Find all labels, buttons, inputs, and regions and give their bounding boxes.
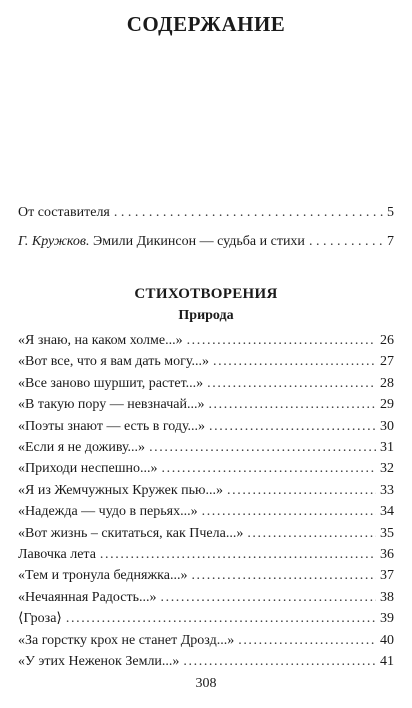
toc-leader-dots xyxy=(309,233,383,251)
toc-entry-page: 40 xyxy=(380,632,394,648)
toc-entry[interactable] xyxy=(18,589,394,607)
toc-entry-page: 38 xyxy=(380,589,394,605)
toc-entry[interactable] xyxy=(18,418,394,436)
toc-entry[interactable] xyxy=(18,525,394,543)
toc-entry-title: От составителя xyxy=(18,205,110,220)
section-title: СТИХОТВОРЕНИЯ xyxy=(134,286,278,302)
toc-leader-dots xyxy=(149,439,376,457)
page-title: СОДЕРЖАНИЕ xyxy=(126,12,286,36)
toc-entry-title: «Поэты знают — есть в году...» xyxy=(18,418,206,434)
toc-entry[interactable] xyxy=(18,503,394,521)
toc-entry-page: 34 xyxy=(380,504,394,520)
toc-entry[interactable] xyxy=(18,375,394,393)
toc-leader-dots xyxy=(247,525,376,543)
toc-entry-page: 26 xyxy=(380,333,394,348)
toc-entry-title: «Все заново шуршит, растет...» xyxy=(18,375,204,391)
subsection-title: Природа xyxy=(178,308,234,323)
toc-entry-title: «Вот все, что я вам дать могу...» xyxy=(18,354,209,370)
toc-entry-page: 32 xyxy=(380,461,394,477)
toc-entry-page: 39 xyxy=(380,611,394,627)
toc-entry[interactable] xyxy=(18,460,394,478)
toc-entry-page: 36 xyxy=(380,547,394,562)
toc-entry-page: 37 xyxy=(380,568,394,584)
toc-entry-page: 27 xyxy=(380,354,394,370)
toc-leader-dots xyxy=(238,632,376,650)
toc-entry[interactable] xyxy=(18,439,394,457)
toc-entry-title: «За горстку крох не станет Дрозд...» xyxy=(18,632,235,648)
toc-entry-title: «Нечаянная Радость...» xyxy=(18,589,157,605)
toc-entry-title: ⟨Гроза⟩ xyxy=(18,611,62,627)
toc-entry-title: «В такую пору — невзначай...» xyxy=(18,397,205,413)
toc-entry[interactable] xyxy=(18,567,394,585)
toc-leader-dots xyxy=(114,204,383,222)
toc-leader-dots xyxy=(191,567,376,585)
toc-entry-title: «У этих Неженок Земли...» xyxy=(18,654,180,669)
toc-entry-front-2[interactable] xyxy=(18,233,394,251)
toc-entry-page: 33 xyxy=(380,482,394,498)
toc-entry-title: Г. Кружков. Эмили Дикинсон — судьба и стихи xyxy=(18,234,305,249)
toc-entry-page: 28 xyxy=(380,375,394,391)
toc-entry-front-1[interactable] xyxy=(18,204,394,222)
toc-leader-dots xyxy=(183,653,376,671)
toc-entry-page: 31 xyxy=(380,440,394,455)
toc-entry-page: 5 xyxy=(387,205,394,220)
toc-entry[interactable] xyxy=(18,396,394,414)
toc-entry[interactable] xyxy=(18,353,394,371)
toc-leader-dots xyxy=(202,503,376,521)
toc-entry[interactable] xyxy=(18,482,394,500)
toc-entry-title: «Надежда — чудо в перьях...» xyxy=(18,504,198,520)
toc-leader-dots xyxy=(100,546,376,564)
toc-entry-title: «Вот жизнь – скитаться, как Пчела...» xyxy=(18,525,244,541)
toc-leader-dots xyxy=(187,332,376,350)
toc-leader-dots xyxy=(66,610,376,628)
toc-entry-page: 30 xyxy=(380,418,394,434)
toc-leader-dots xyxy=(208,396,376,414)
toc-entry[interactable] xyxy=(18,653,394,671)
toc-leader-dots xyxy=(227,482,376,500)
toc-entry[interactable] xyxy=(18,546,394,564)
toc-entry-title: «Тем и тронула бедняжка...» xyxy=(18,568,188,584)
toc-entry-title: «Если я не доживу...» xyxy=(18,440,146,455)
toc-leader-dots xyxy=(161,589,377,607)
toc-entry-page: 29 xyxy=(380,397,394,413)
toc-leader-dots xyxy=(209,418,376,436)
toc-entry[interactable] xyxy=(18,332,394,350)
toc-entry-title: Лавочка лета xyxy=(18,547,96,562)
toc-leader-dots xyxy=(213,353,376,371)
toc-entry-page: 7 xyxy=(387,234,394,249)
toc-entry-title: «Я из Жемчужных Кружек пью...» xyxy=(18,482,224,498)
toc-entry-title: «Я знаю, на каком холме...» xyxy=(18,333,183,348)
toc-entry-page: 41 xyxy=(380,654,394,669)
toc-entry[interactable] xyxy=(18,632,394,650)
toc-entry-page: 35 xyxy=(380,525,394,541)
toc-entry[interactable] xyxy=(18,610,394,628)
toc-leader-dots xyxy=(207,375,376,393)
toc-leader-dots xyxy=(162,460,376,478)
toc-entry-title: «Приходи неспешно...» xyxy=(18,461,158,477)
page-number: 308 xyxy=(195,676,217,691)
